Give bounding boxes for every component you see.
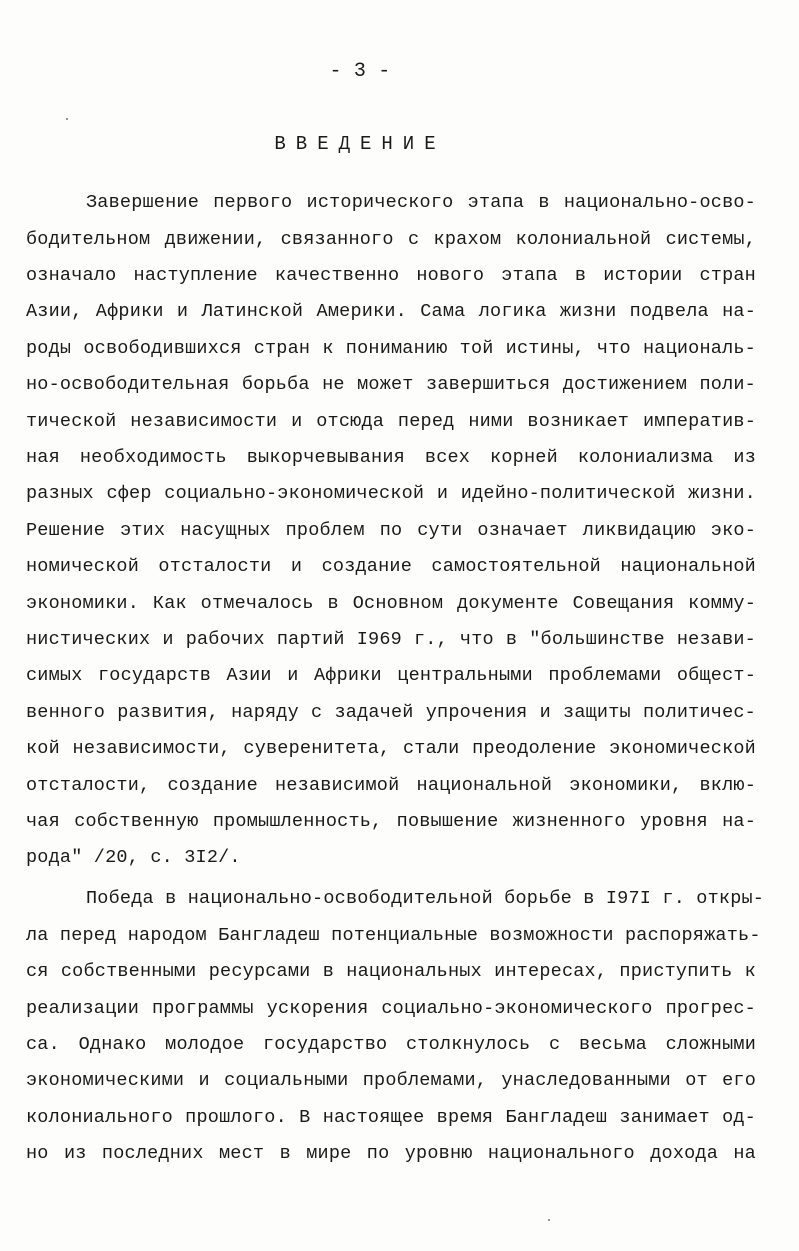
- text-line: венного развития, наряду с задачей упрочения и защиты политичес-: [26, 702, 756, 723]
- text-line: симых государств Азии и Африки центральными проблемами общест-: [26, 665, 756, 686]
- text-line: экономики. Как отмечалось в Основном документе Совещания комму-: [26, 593, 756, 614]
- text-line: Решение этих насущных проблем по сути означает ликвидацию эко-: [26, 520, 756, 541]
- text-line: колониального прошлого. В настоящее время Бангладеш занимает од-: [26, 1107, 756, 1128]
- text-line: чая собственную промышленность, повышение жизненного уровня на-: [26, 811, 756, 832]
- scan-speck: [548, 1219, 550, 1221]
- scan-speck: [66, 118, 68, 120]
- text-line: реализации программы ускорения социально-экономического прогрес-: [26, 998, 756, 1019]
- text-line: нистических и рабочих партий I969 г., что в "большинстве незави-: [26, 629, 756, 650]
- text-line: роды освободившихся стран к пониманию той истины, что националь-: [26, 338, 756, 359]
- text-line: но из последних мест в мире по уровню национального дохода на: [26, 1143, 756, 1164]
- text-line: ла перед народом Бангладеш потенциальные возможности распоряжать-: [26, 925, 761, 946]
- text-line: но-освободительная борьба не может завершиться достижением поли-: [26, 374, 756, 395]
- text-line: отсталости, создание независимой национальной экономики, вклю-: [26, 775, 756, 796]
- page-title: [0, 133, 720, 155]
- text-line: экономическими и социальными проблемами, унаследованными от его: [26, 1070, 756, 1091]
- text-line: кой независимости, суверенитета, стали преодоление экономической: [26, 738, 756, 759]
- text-line: Завершение первого исторического этапа в национально-осво-: [86, 192, 756, 213]
- text-line: Азии, Африки и Латинской Америки. Сама логика жизни подвела на-: [26, 301, 756, 322]
- page-number: - 3 -: [329, 60, 391, 83]
- text-line: бодительном движении, связанного с крахом колониальной системы,: [26, 229, 756, 250]
- text-line: означало наступление качественно нового этапа в истории стран: [26, 265, 756, 286]
- text-line: рода" /20, с. 3I2/.: [26, 847, 241, 868]
- text-line: ся собственными ресурсами в национальных интересах, приступить к: [26, 961, 756, 982]
- text-line: са. Однако молодое государство столкнулось с весьма сложными: [26, 1034, 756, 1055]
- text-line: номической отсталости и создание самостоятельной национальной: [26, 556, 756, 577]
- text-line: разных сфер социально-экономической и идейно-политической жизни.: [26, 483, 756, 504]
- text-line: Победа в национально-освободительной борьбе в I97I г. откры-: [86, 888, 765, 909]
- text-line: ная необходимость выкорчевывания всех корней колониализма из: [26, 447, 756, 468]
- heading-text: ВВЕДЕНИЕ: [274, 133, 446, 155]
- text-line: тической независимости и отсюда перед ними возникает императив-: [26, 411, 756, 432]
